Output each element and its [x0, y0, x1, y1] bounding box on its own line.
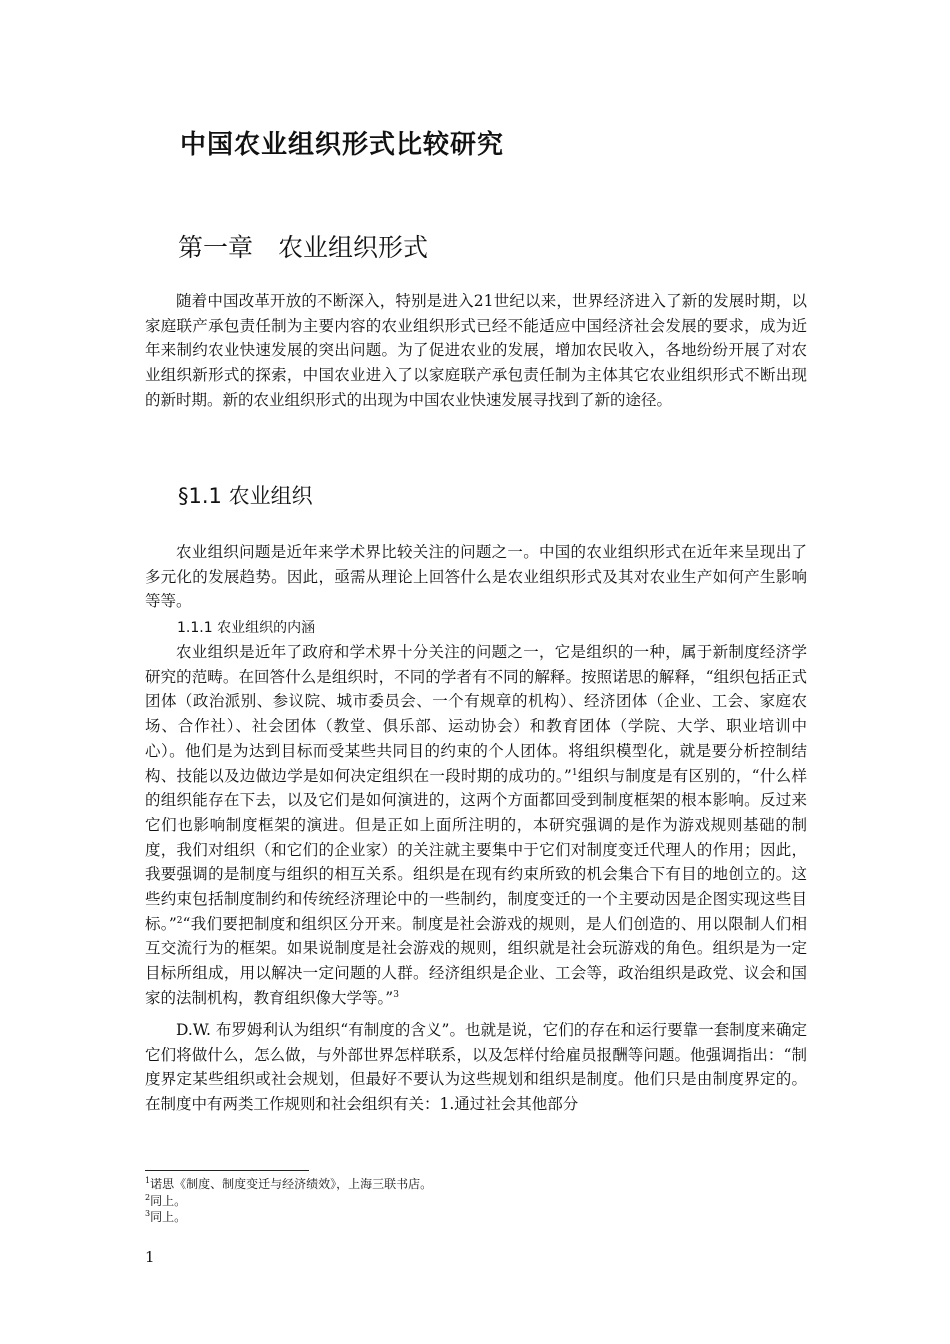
- intro-paragraph: 随着中国改革开放的不断深入，特别是进入21世纪以来，世界经济进入了新的发展时期，以家庭联产承包责任制为主要内容的农业组织形式已经不能适应中国经济社会发展的要求，成为近年来制约农业快速发展的突出问题。为了促进农业的发展，增加农民收入，各地纷纷开展了对农业组织新形式的探索，中国农业进入了以家庭联产承包责任制为主体其它农业组织形式不断出现的新时期。新的农业组织形式的出现为中国农业快速发展寻找到了新的途径。: [145, 292, 807, 409]
- body-text-1: 农业组织是近年了政府和学术界十分关注的问题之一，它是组织的一种，属于新制度经济学研究的范畴。在回答什么是组织时，不同的学者有不同的解释。按照诺思的解释，“组织包括正式团体（政治派别、参议院、城市委员会、一个有规章的机构）、经济团体（企业、工会、家庭农场、合作社）、社会团体（教堂、俱乐部、运动协会）和教育团体（学院、大学、职业培训中心）。他们是为达到目标而受某些共同目的约束的个人团体。将组织模型化，就是要分析控制结构、技能以及边做边学是如何决定组织在一段时期的成功的。”: [145, 643, 807, 785]
- footnote-text: 诺思《制度、制度变迁与经济绩效》，上海三联书店。: [150, 1177, 433, 1191]
- chapter-title: 第一章 农业组织形式: [178, 233, 429, 262]
- footnotes: [145, 1176, 807, 1226]
- body-text-2: 组织与制度是有区别的，“什么样的组织能存在下去，以及它们是如何演进的，这两个方面都回受到制度框架的根本影响。反过来它们也影响制度框架的演进。但是正如上面所注明的，本研究强调的是作为游戏规则基础的制度，我们对组织（和它们的企业家）的关注就主要集中于它们对制度变迁代理人的作用；因此，我要强调的是制度与组织的相互关系。组织是在现有约束所致的机会集合下有目的地创立的。这些约束包括制度制约和传统经济理论中的一些制约，制度变迁的一个主要动因是企图实现这些目标。”: [145, 766, 807, 933]
- footnote-3: [145, 1209, 807, 1226]
- footnote-ref-2[interactable]: 2: [176, 915, 183, 926]
- footnote-separator: [145, 1170, 309, 1171]
- section-title: §1.1 农业组织: [178, 484, 313, 508]
- document-title: 中国农业组织形式比较研究: [180, 130, 505, 160]
- section-paragraph: 农业组织问题是近年来学术界比较关注的问题之一。中国的农业组织形式在近年来呈现出了多元化的发展趋势。因此，亟需从理论上回答什么是农业组织形式及其对农业生产如何产生影响等等。: [145, 543, 807, 611]
- footnote-mark: 2: [145, 1192, 151, 1202]
- footnote-1: [145, 1176, 807, 1193]
- page-number: 1: [145, 1248, 155, 1266]
- footnote-ref-1[interactable]: 1: [571, 767, 578, 778]
- body-paragraph: [145, 640, 807, 1011]
- footnote-2: [145, 1193, 807, 1210]
- subsection-title: 1.1.1 农业组织的内涵: [177, 620, 316, 636]
- footnote-mark: 3: [145, 1209, 151, 1218]
- footnote-mark: 1: [145, 1176, 151, 1185]
- paragraph-bromley: D.W. 布罗姆利认为组织“有制度的含义”。也就是说，它们的存在和运行要靠一套制度来确定它们将做什么，怎么做，与外部世界怎样联系，以及怎样付给雇员报酬等问题。他强调指出：“制度界定某些组织或社会规划，但最好不要认为这些规划和组织是制度。他们只是由制度界定的。在制度中有两类工作规则和社会组织有关：1.通过社会其他部分: [145, 1021, 807, 1114]
- footnote-text: 同上。: [150, 1210, 187, 1224]
- body-text-3: “我们要把制度和组织区分开来。制度是社会游戏的规则，是人们创造的、用以限制人们相互交流行为的框架。如果说制度是社会游戏的规则，组织就是社会玩游戏的角色。组织是为一定目标所组成，用以解决一定问题的人群。经济组织是企业、工会等，政治组织是政党、议会和国家的法制机构，教育组织像大学等。”: [145, 914, 807, 1007]
- footnote-text: 同上。: [150, 1193, 187, 1208]
- footnote-ref-3[interactable]: 3: [393, 989, 399, 1000]
